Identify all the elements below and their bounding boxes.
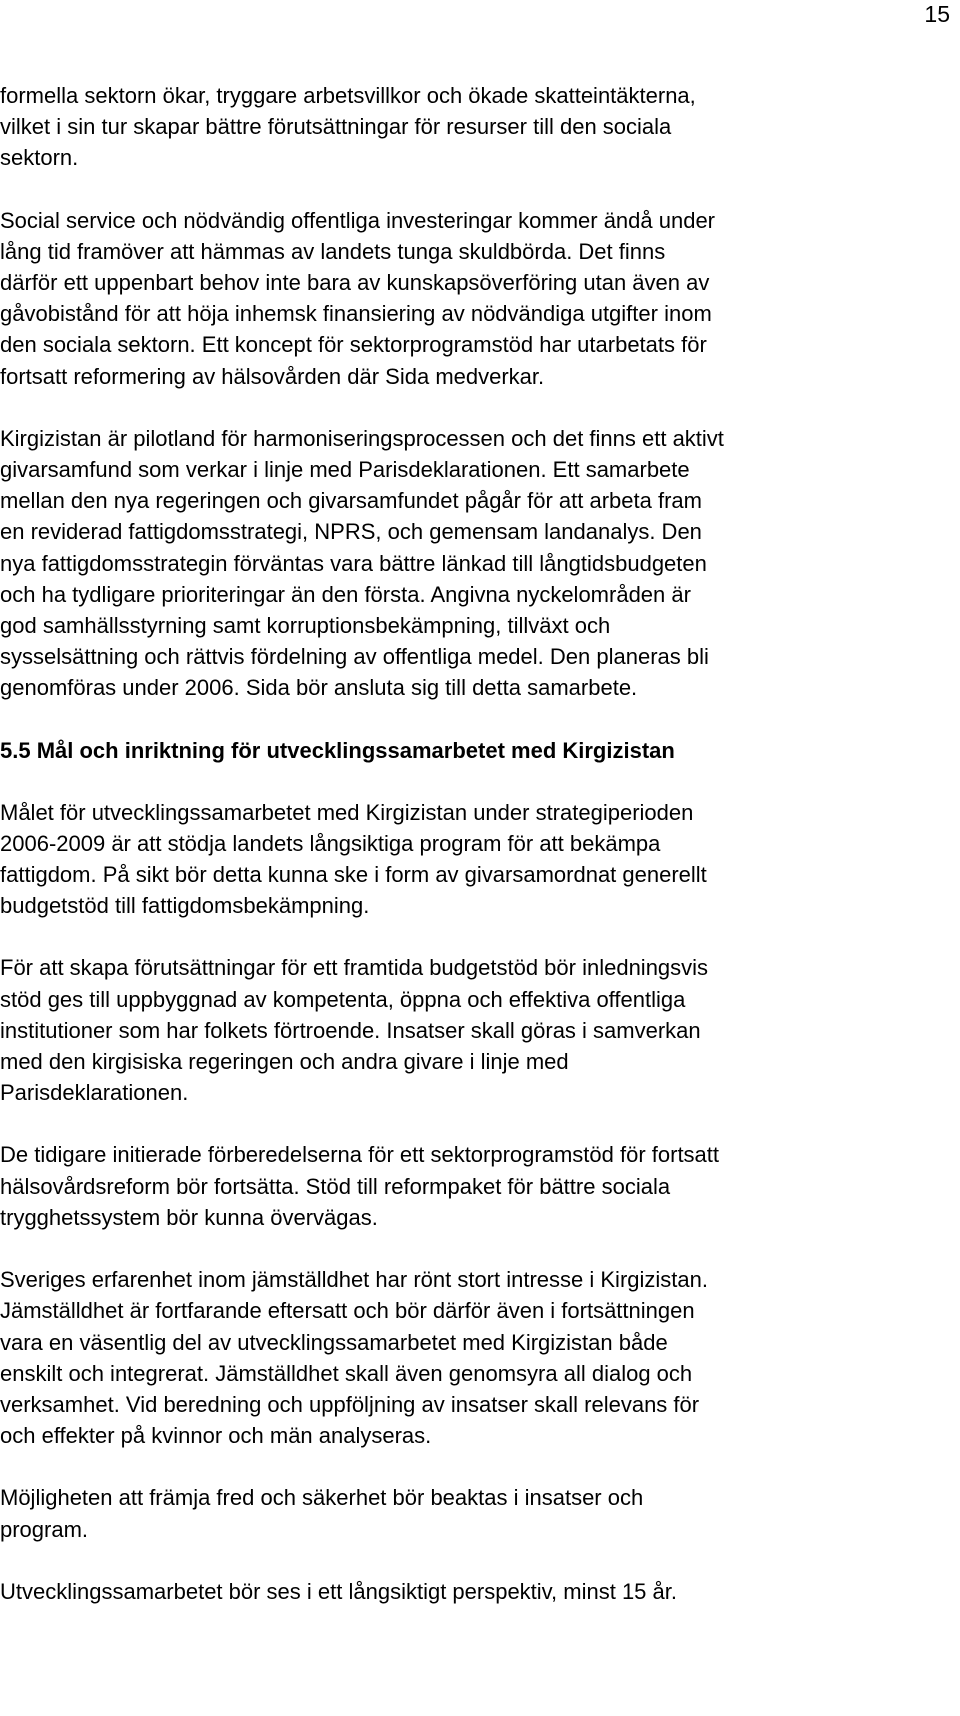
document-body bbox=[0, 80, 930, 1638]
body-paragraph: formella sektorn ökar, tryggare arbetsvillkor och ökade skatteintäkterna, vilket i sin tur skapar bättre förutsättningar för resurser till den sociala sektorn. bbox=[0, 83, 696, 171]
body-paragraph: Utvecklingssamarbetet bör ses i ett långsiktigt perspektiv, minst 15 år. bbox=[0, 1578, 677, 1604]
body-paragraph: Möjligheten att främja fred och säkerhet bör beaktas i insatser och program. bbox=[0, 1485, 644, 1542]
body-paragraph: Kirgizistan är pilotland för harmoniseringsprocessen och det finns ett aktivt givarsamfund som verkar i linje med Parisdeklarationen. Ett samarbete mellan den nya regeringen och givarsamfundet pågår för att arbeta fram en reviderad fattigdomsstrategi, NPRS, och gemensam landanalys. Den nya fattigdomsstrategin förväntas vara bättre länkad till långtidsbudgeten och ha tydligare prioriteringar än den första. Angivna nyckelområden är god samhällsstyrning samt korruptionsbekämpning, tillväxt och sysselsättning och rättvis fördelning av offentliga medel. Den planeras bli genomföras under 2006. Sida bör ansluta sig till detta samarbete. bbox=[0, 425, 724, 701]
page-number: 15 bbox=[924, 1, 950, 27]
body-paragraph: Social service och nödvändig offentliga investeringar kommer ändå under lång tid framöver att hämmas av landets tunga skuldbörda. Det finns därför ett uppenbart behov inte bara av kunskapsöverföring utan även av gåvobistånd för att höja inhemsk finansiering av nödvändiga utgifter inom den sociala sektorn. Ett koncept för sektorprogramstöd har utarbetats för fortsatt reformering av hälsovården där Sida medverkar. bbox=[0, 207, 716, 389]
section-heading: 5.5 Mål och inriktning för utvecklingssamarbetet med Kirgizistan bbox=[0, 737, 675, 763]
body-paragraph: För att skapa förutsättningar för ett framtida budgetstöd bör inledningsvis stöd ges till uppbyggnad av kompetenta, öppna och effektiva offentliga institutioner som har folkets förtroende. Insatser skall göras i samverkan med den kirgisiska regeringen och andra givare i linje med Parisdeklarationen. bbox=[0, 955, 709, 1106]
body-paragraph: Målet för utvecklingssamarbetet med Kirgizistan under strategiperioden 2006-2009 är att stödja landets långsiktiga program för att bekämpa fattigdom. På sikt bör detta kunna ske i form av givarsamordnat generellt budgetstöd till fattigdomsbekämpning. bbox=[0, 799, 707, 919]
body-paragraph: Sveriges erfarenhet inom jämställdhet har rönt stort intresse i Kirgizistan. Jämställdhet är fortfarande eftersatt och bör därför även i fortsättningen vara en väsentlig del av utvecklingssamarbetet med Kirgizistan både enskilt och integrerat. Jämställdhet skall även genomsyra all dialog och verksamhet. Vid beredning och uppföljning av insatser skall relevans för och effekter på kvinnor och män analyseras. bbox=[0, 1267, 708, 1449]
body-paragraph: De tidigare initierade förberedelserna för ett sektorprogramstöd för fortsatt hälsovårdsreform bör fortsätta. Stöd till reformpaket för bättre sociala trygghetssystem bör kunna övervägas. bbox=[0, 1142, 720, 1230]
